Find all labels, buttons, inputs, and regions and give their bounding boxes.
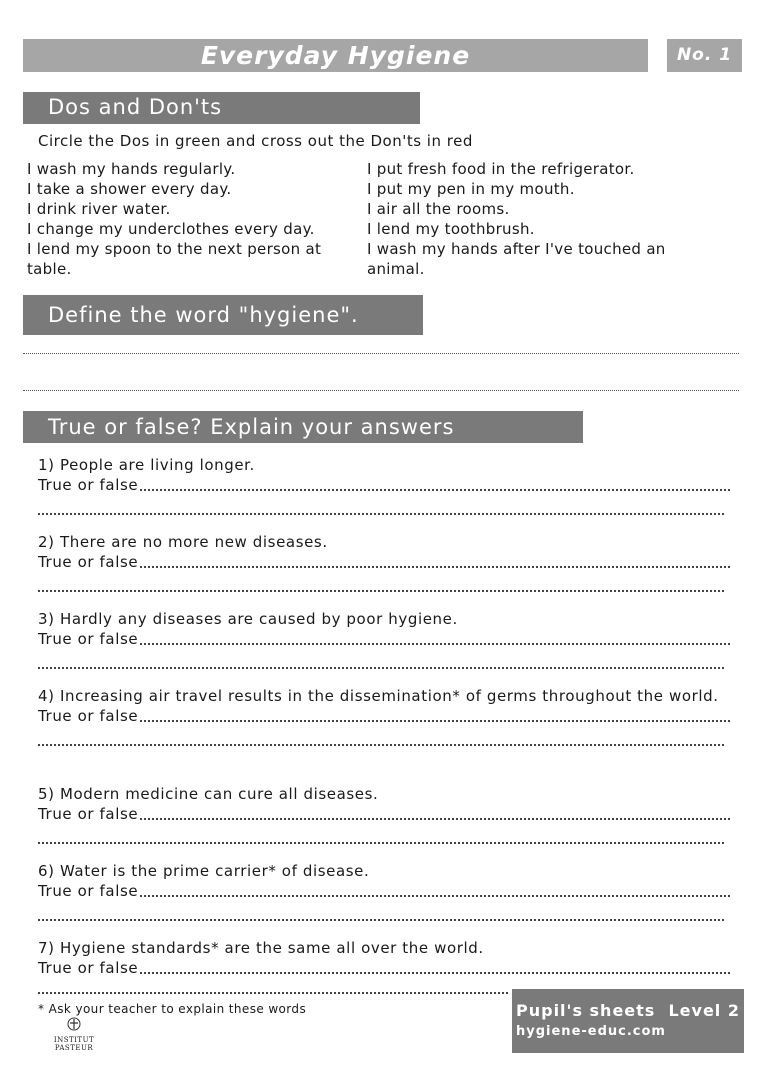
question-text: 4) Increasing air travel results in the dissemination* of germs throughout the world. (38, 687, 719, 705)
true-false-label: True or false (38, 476, 139, 494)
dos-donts-right-list (367, 159, 697, 279)
sheet-number: No. 1 (667, 39, 742, 72)
list-item: I wash my hands after I've touched an animal. (367, 240, 666, 278)
question-block (38, 861, 730, 925)
list-item: I put my pen in my mouth. (367, 180, 575, 198)
answer-line[interactable] (38, 992, 508, 994)
question-block (38, 455, 730, 519)
section-heading-dos-donts: Dos and Don'ts (23, 92, 420, 124)
answer-line[interactable] (140, 489, 730, 491)
true-false-label: True or false (38, 959, 139, 977)
answer-line[interactable] (38, 901, 724, 921)
question-text: 1) People are living longer. (38, 456, 255, 474)
question-text: 7) Hygiene standards* are the same all over the world. (38, 939, 484, 957)
true-false-label: True or false (38, 882, 139, 900)
sheet-level: Pupil's sheets Level 2 (516, 1001, 740, 1020)
question-text: 2) There are no more new diseases. (38, 533, 328, 551)
list-item: I lend my spoon to the next person at table. (27, 240, 322, 278)
true-false-label: True or false (38, 630, 139, 648)
answer-line[interactable] (38, 649, 724, 669)
answer-line[interactable] (140, 643, 730, 645)
list-item: I drink river water. (27, 200, 171, 218)
instruction-text: Circle the Dos in green and cross out the Don'ts in red (38, 132, 473, 150)
question-text: 6) Water is the prime carrier* of disease. (38, 862, 370, 880)
question-block (38, 686, 730, 750)
footer-badge (512, 989, 744, 1053)
list-item: I change my underclothes every day. (27, 220, 315, 238)
answer-line[interactable] (23, 353, 739, 354)
answer-line[interactable] (140, 566, 730, 568)
answer-line[interactable] (23, 390, 739, 391)
question-text: 5) Modern medicine can cure all diseases. (38, 785, 379, 803)
pasteur-emblem-icon (67, 1017, 81, 1031)
institution-name: INSTITUT PASTEUR (53, 1036, 95, 1052)
true-false-label: True or false (38, 553, 139, 571)
question-text: 3) Hardly any diseases are caused by poor hygiene. (38, 610, 458, 628)
answer-line[interactable] (38, 726, 724, 746)
institut-pasteur-logo (34, 1016, 114, 1052)
question-block (38, 532, 730, 596)
list-item: I take a shower every day. (27, 180, 232, 198)
section-heading-define-hygiene: Define the word "hygiene". (23, 295, 423, 335)
question-block (38, 784, 730, 848)
list-item: I put fresh food in the refrigerator. (367, 160, 635, 178)
section-heading-true-false: True or false? Explain your answers (23, 411, 583, 443)
dos-donts-left-list (27, 159, 347, 279)
answer-line[interactable] (38, 572, 724, 592)
question-block (38, 609, 730, 673)
answer-line[interactable] (38, 495, 724, 515)
question-block (38, 938, 730, 978)
answer-line[interactable] (140, 895, 730, 897)
list-item: I wash my hands regularly. (27, 160, 236, 178)
list-item: I lend my toothbrush. (367, 220, 535, 238)
answer-line[interactable] (140, 972, 730, 974)
answer-line[interactable] (140, 818, 730, 820)
true-false-label: True or false (38, 805, 139, 823)
list-item: I air all the rooms. (367, 200, 510, 218)
answer-line[interactable] (140, 720, 730, 722)
worksheet-title: Everyday Hygiene (23, 39, 648, 72)
true-false-label: True or false (38, 707, 139, 725)
website-link[interactable]: hygiene-educ.com (516, 1024, 666, 1039)
footnote: * Ask your teacher to explain these words (38, 1002, 307, 1016)
answer-line[interactable] (38, 824, 724, 844)
